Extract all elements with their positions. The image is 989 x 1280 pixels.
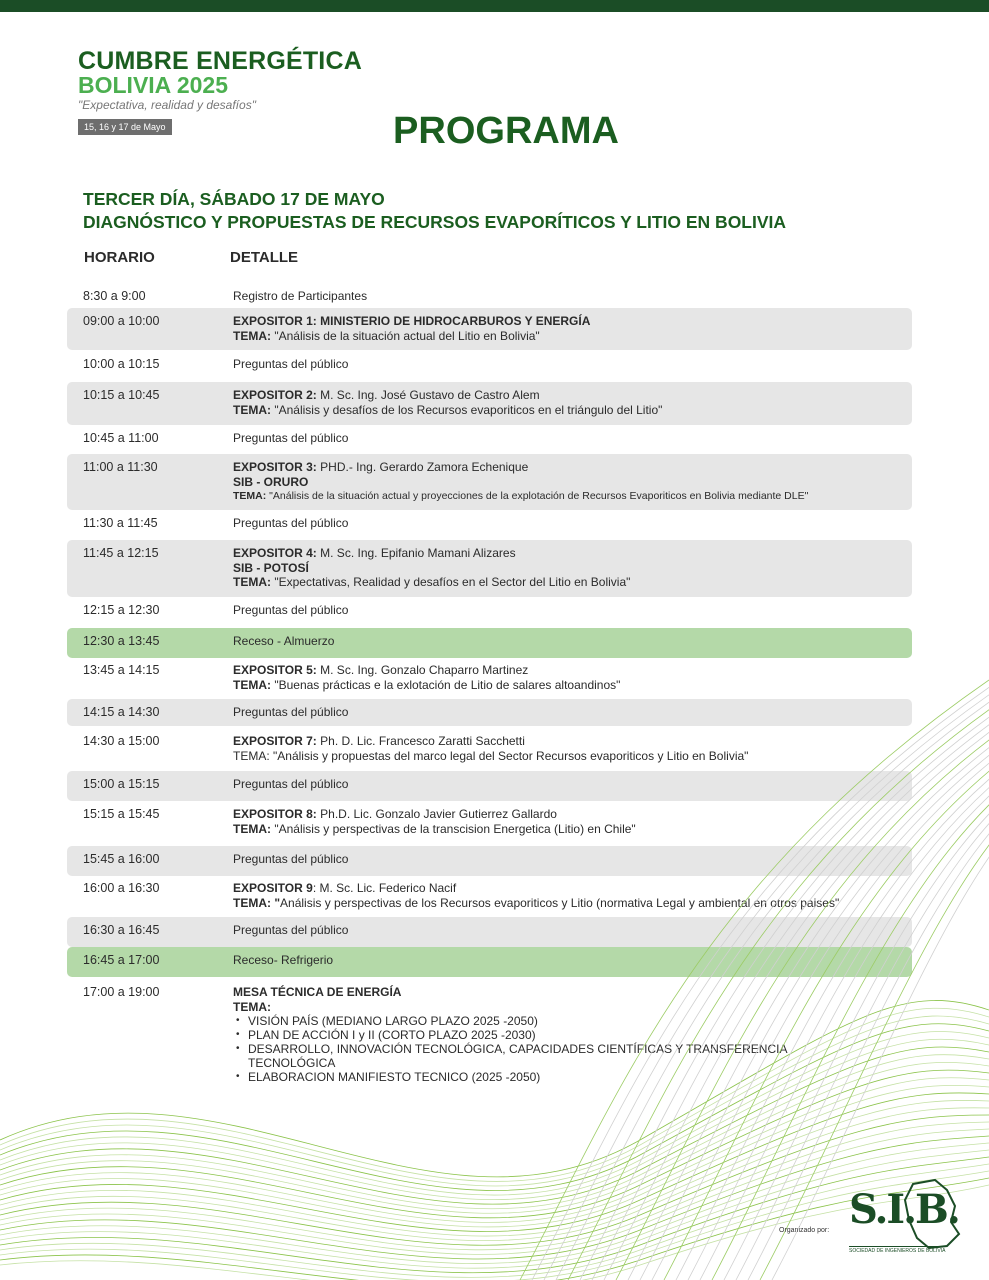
detail-label: EXPOSITOR 2:	[233, 388, 317, 402]
schedule-detail	[233, 289, 912, 304]
day-heading-date: TERCER DÍA, SÁBADO 17 DE MAYO	[83, 189, 385, 209]
schedule-time: 15:15 a 15:45	[83, 807, 160, 821]
dates-badge: 15, 16 y 17 de Mayo	[78, 119, 172, 135]
page-title: PROGRAMA	[393, 110, 619, 152]
column-header-detail: DETALLE	[230, 249, 299, 266]
schedule-time: 13:45 a 14:15	[83, 663, 160, 677]
wave-line	[0, 1000, 989, 1176]
brand-subtitle: BOLIVIA 2025	[78, 72, 228, 98]
schedule-row	[67, 510, 912, 536]
detail-label: EXPOSITOR 4:	[233, 546, 317, 560]
detail-label: TEMA:	[233, 402, 271, 417]
schedule-time: 09:00 a 10:00	[83, 314, 160, 328]
decorative-waves	[0, 660, 989, 1280]
detail-line	[233, 475, 912, 490]
logo-subtitle: SOCIEDAD DE INGENIEROS DE BOLIVIA	[849, 1248, 946, 1254]
schedule-row	[67, 351, 912, 377]
schedule-time: 8:30 a 9:00	[83, 289, 146, 303]
brand-title: CUMBRE ENERGÉTICA	[78, 47, 362, 75]
schedule-detail	[233, 460, 912, 504]
schedule-time: 12:15 a 12:30	[83, 603, 160, 617]
schedule-row	[67, 382, 912, 425]
detail-label: EXPOSITOR 1: MINISTERIO DE HIDROCARBUROS Y ENERGÍA	[233, 314, 591, 328]
detail-line	[233, 546, 912, 561]
wave-line	[0, 1178, 989, 1280]
wave-line	[0, 1108, 989, 1241]
column-header-time: HORARIO	[84, 249, 155, 266]
schedule-time: 10:45 a 11:00	[83, 431, 159, 445]
schedule-row	[67, 425, 912, 450]
detail-line	[233, 634, 912, 649]
detail-text: Preguntas del público	[233, 357, 349, 371]
detail-line	[233, 575, 912, 590]
detail-line	[233, 314, 912, 329]
detail-text: Preguntas del público	[233, 516, 349, 530]
schedule-time: 17:00 a 19:00	[83, 985, 160, 999]
schedule-time: 11:45 a 12:15	[83, 546, 159, 560]
detail-label: EXPOSITOR 7:	[233, 734, 317, 748]
topic-item: • ELABORACION MANIFIESTO TECNICO (2025 -2050)	[248, 1070, 788, 1084]
detail-line	[233, 460, 912, 475]
detail-label: EXPOSITOR 8:	[233, 807, 317, 821]
top-bar	[0, 0, 989, 12]
detail-label: SIB - ORURO	[233, 474, 309, 489]
schedule-detail	[233, 603, 912, 618]
schedule-row	[67, 540, 912, 597]
detail-text: Preguntas del público	[233, 431, 349, 445]
detail-line	[233, 431, 912, 446]
detail-text: Registro de Participantes	[233, 289, 368, 303]
wave-line	[0, 1157, 989, 1273]
detail-label: TEMA:	[233, 575, 271, 589]
detail-line	[233, 561, 912, 576]
schedule-time: 14:30 a 15:00	[83, 734, 160, 748]
schedule-row	[67, 283, 912, 307]
wave-line	[0, 1100, 989, 1236]
schedule-detail	[233, 388, 912, 417]
detail-text: "Análisis de la situación actual del Litio en Bolivia"	[271, 328, 540, 343]
wave-line	[0, 1024, 989, 1191]
detail-text: "Expectativas, Realidad y desafíos en el Sector del Litio en Bolivia"	[271, 575, 631, 589]
detail-label: TEMA: "	[233, 895, 281, 910]
detail-label: MESA TÉCNICA DE ENERGÍA	[233, 985, 402, 999]
day-heading-theme: DIAGNÓSTICO Y PROPUESTAS DE RECURSOS EVAPORÍTICOS Y LITIO EN BOLIVIA	[83, 212, 787, 232]
detail-line	[233, 603, 912, 618]
wave-line	[0, 1085, 989, 1227]
wave-line	[0, 1078, 989, 1223]
schedule-detail	[233, 431, 912, 446]
detail-text: "Análisis y desafíos de los Recursos evaporiticos en el triángulo del Litio"	[271, 402, 663, 417]
detail-text: Ph. D. Lic. Francesco Zaratti Sacchetti	[316, 734, 525, 748]
topic-item: • PLAN DE ACCIÓN I y II (CORTO PLAZO 2025 -2030)	[248, 1028, 788, 1042]
detail-label: TEMA:	[233, 490, 267, 502]
detail-text: Ph.D. Lic. Gonzalo Javier Gutierrez Gallardo	[316, 807, 557, 821]
detail-text: Receso- Refrigerio	[233, 953, 334, 967]
detail-text: M. Sc. Ing. José Gustavo de Castro Alem	[316, 388, 540, 402]
schedule-time: 15:00 a 15:15	[83, 777, 160, 791]
sib-logo	[843, 1176, 963, 1260]
detail-text: Preguntas del público	[233, 923, 349, 937]
schedule-detail	[233, 516, 912, 531]
detail-label: EXPOSITOR 3:	[233, 460, 317, 474]
detail-line	[233, 357, 912, 372]
detail-text: PHD.- Ing. Gerardo Zamora Echenique	[316, 460, 529, 474]
schedule-detail	[233, 314, 912, 343]
detail-label: TEMA:	[233, 677, 271, 692]
wave-line	[0, 1016, 989, 1186]
schedule-row	[67, 597, 912, 623]
detail-text: Receso - Almuerzo	[233, 634, 335, 648]
detail-label: SIB - POTOSÍ	[233, 560, 309, 575]
organizer-label: Organizado por:	[779, 1227, 830, 1234]
detail-line	[233, 489, 912, 504]
schedule-time: 14:15 a 14:30	[83, 705, 160, 719]
schedule-time: 16:45 a 17:00	[83, 953, 160, 967]
detail-text: Preguntas del público	[233, 705, 349, 719]
detail-text: Preguntas del público	[233, 777, 349, 791]
detail-text: Preguntas del público	[233, 852, 349, 866]
schedule-time: 15:45 a 16:00	[83, 852, 160, 866]
schedule-row	[67, 308, 912, 350]
detail-label: TEMA:	[233, 999, 271, 1014]
detail-line	[233, 329, 912, 344]
schedule-detail	[233, 634, 912, 649]
schedule-detail	[233, 546, 912, 590]
schedule-time: 11:30 a 11:45	[83, 516, 158, 530]
detail-label: TEMA:	[233, 821, 271, 836]
schedule-time: 10:00 a 10:15	[83, 357, 160, 371]
detail-label: EXPOSITOR 9	[233, 881, 313, 895]
detail-label: EXPOSITOR 5:	[233, 663, 317, 677]
detail-text: "Buenas prácticas e la exlotación de Litio de salares altoandinos"	[271, 677, 621, 692]
detail-text: M. Sc. Ing. Epifanio Mamani Alizares	[316, 546, 516, 560]
logo-text: S.I.B.	[849, 1186, 959, 1233]
detail-text: : M. Sc. Lic. Federico Nacif	[312, 881, 457, 895]
wave-line	[0, 1115, 989, 1245]
detail-line	[233, 403, 912, 418]
schedule-time: 12:30 a 13:45	[83, 634, 160, 648]
detail-line	[233, 388, 912, 403]
topic-item: • DESARROLLO, INNOVACIÓN TECNOLÓGICA, CAPACIDADES CIENTÍFICAS Y TRANSFERENCIA TECNOLÓGICA	[248, 1042, 788, 1070]
brand-tagline: "Expectativa, realidad y desafíos"	[78, 98, 256, 112]
topic-item: • VISIÓN PAÍS (MEDIANO LARGO PLAZO 2025 -2050)	[248, 1014, 788, 1028]
detail-text: Preguntas del público	[233, 603, 349, 617]
detail-text: TEMA: "Análisis y propuestas del marco legal del Sector Recursos evaporiticos y Litio en Bolivia"	[233, 748, 749, 763]
schedule-time: 16:00 a 16:30	[83, 881, 160, 895]
detail-line	[233, 516, 912, 531]
schedule-time: 10:15 a 10:45	[83, 388, 160, 402]
schedule-row	[67, 454, 912, 510]
schedule-time: 11:00 a 11:30	[83, 460, 158, 474]
detail-label: TEMA:	[233, 328, 271, 343]
detail-line	[233, 289, 912, 304]
schedule-time: 16:30 a 16:45	[83, 923, 160, 937]
schedule-row	[67, 628, 912, 658]
detail-text: Análisis y perspectivas de los Recursos evaporiticos y Litio (normativa Legal y ambiental en otros paises"	[280, 895, 840, 910]
day-heading	[83, 188, 786, 234]
detail-text: "Análisis y perspectivas de la transcision Energetica (Litio) en Chile"	[271, 821, 636, 836]
detail-text: M. Sc. Ing. Gonzalo Chaparro Martinez	[316, 663, 529, 677]
detail-text: "Análisis de la situación actual y proyecciones de la explotación de Recursos Evaporiticos en Bolivia mediante DLE"	[266, 490, 809, 502]
schedule-detail	[233, 357, 912, 372]
